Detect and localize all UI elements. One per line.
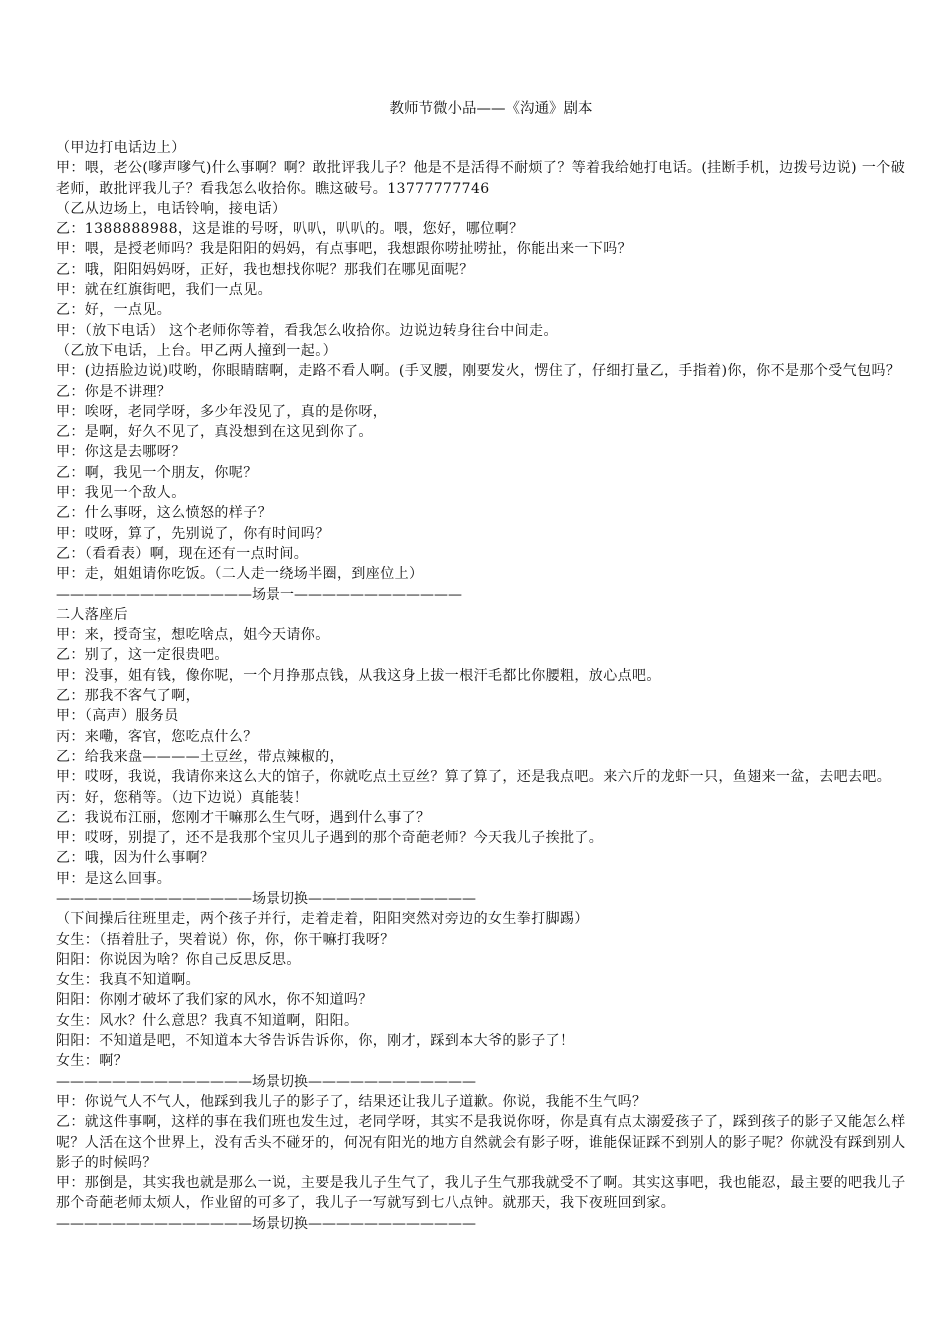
dialogue-line: 甲：走，姐姐请你吃饭。（二人走一绕场半圈，到座位上） <box>56 566 424 583</box>
stage-direction: （乙放下电话，上台。甲乙两人撞到一起。） <box>56 342 337 359</box>
dialogue-line: 女生：风水？什么意思？我真不知道啊，阳阳。 <box>56 1012 359 1029</box>
dialogue-line: 甲：（放下电话） 这个老师你等着，看我怎么收拾你。边说边转身往台中间走。 <box>56 322 558 339</box>
stage-direction: （甲边打电话边上） <box>56 140 186 156</box>
dialogue-line: 甲：哎呀，我说，我请你来这么大的馆子，你就吃点土豆丝？算了算了，还是我点吧。来六斤的龙虾一只，鱼翅来一盆，去吧去吧。 <box>56 769 892 786</box>
dialogue-line: 甲：就在红旗街吧，我们一点见。 <box>56 282 272 299</box>
dialogue-line: 乙：给我来盘————土豆丝，带点辣椒的， <box>56 748 344 765</box>
dialogue-line: 乙：啊，我见一个朋友，你呢？ <box>56 464 258 481</box>
dialogue-line: 乙：哦，阳阳妈妈呀，正好，我也想找你呢？那我们在哪见面呢？ <box>56 261 474 278</box>
scene-divider: ——————————————场景一———————————— <box>56 586 462 603</box>
dialogue-line: 甲：我见一个敌人。 <box>56 485 186 502</box>
dialogue-line: 甲：喂，是授老师吗？我是阳阳的妈妈，有点事吧，我想跟你唠扯唠扯，你能出来一下吗？ <box>56 241 632 258</box>
stage-direction: （乙从边场上，电话铃响，接电话） <box>56 200 287 217</box>
dialogue-line: 女生：我真不知道啊。 <box>56 972 200 989</box>
dialogue-line: 甲：那倒是，其实我也就是那么一说，主要是我儿子生气了，我儿子生气那我就受不了啊。其实这事吧，我也能忍，最主要的吧我儿子那个奇葩老师太烦人，作业留的可多了，我儿子一写就写到七八点钟。就那天，我下夜班回到家。 <box>56 1175 906 1212</box>
dialogue-line: 甲：来，授奇宝，想吃啥点，姐今天请你。 <box>56 627 330 644</box>
dialogue-line: 乙：别了，这一定很贵吧。 <box>56 647 229 664</box>
dialogue-line: 女生：啊？ <box>56 1053 128 1070</box>
dialogue-line: 甲：没事，姐有钱，像你呢，一个月挣那点钱，从我这身上拔一根汗毛都比你腰粗，放心点吧。 <box>56 667 661 684</box>
stage-direction: 二人落座后 <box>56 606 128 623</box>
dialogue-line: 乙：（看看表）啊，现在还有一点时间。 <box>56 545 309 562</box>
dialogue-line: 乙：你是不讲理？ <box>56 383 172 400</box>
dialogue-line: 阳阳：不知道是吧，不知道本大爷告诉告诉你，你，刚才，踩到本大爷的影子了！ <box>56 1033 575 1050</box>
dialogue-line: 阳阳：你刚才破坏了我们家的风水，你不知道吗？ <box>56 992 373 1009</box>
dialogue-line: 甲：哎呀，别提了，还不是我那个宝贝儿子遇到的那个奇葩老师？今天我儿子挨批了。 <box>56 830 604 847</box>
scene-divider: ——————————————场景切换———————————— <box>56 1215 476 1232</box>
dialogue-line: 乙：好，一点见。 <box>56 302 172 319</box>
script-body <box>56 138 906 1234</box>
document-title: 教师节微小品——《沟通》剧本 <box>389 101 593 117</box>
dialogue-line: 阳阳：你说因为啥？你自己反思反思。 <box>56 951 301 968</box>
dialogue-line: 丙：好，您稍等。（边下边说）真能装！ <box>56 789 309 806</box>
dialogue-line: 乙：哦，因为什么事啊？ <box>56 850 215 867</box>
dialogue-line: 甲：喂，老公(嗲声嗲气)什么事啊？啊？敢批评我儿子？他是不是活得不耐烦了？等着我给她打电话。(挂断手机，边拨号边说) 一个破老师，敢批评我儿子？看我怎么收拾你。瞧这破号。13777777746 <box>56 160 906 197</box>
dialogue-line: 甲：你这是去哪呀？ <box>56 444 186 461</box>
dialogue-line: 甲：唉呀，老同学呀，多少年没见了，真的是你呀， <box>56 403 388 420</box>
stage-direction: （下间操后往班里走，两个孩子并行，走着走着，阳阳突然对旁边的女生拳打脚踢） <box>56 911 589 928</box>
script-page <box>56 98 906 1234</box>
scene-divider: ——————————————场景切换———————————— <box>56 890 476 907</box>
scene-divider: ——————————————场景切换———————————— <box>56 1073 476 1090</box>
dialogue-line: 女生：（捂着肚子，哭着说）你，你，你干嘛打我呀？ <box>56 931 395 948</box>
dialogue-line: 乙：是啊，好久不见了，真没想到在这见到你了。 <box>56 424 373 441</box>
dialogue-line: 乙：那我不客气了啊， <box>56 688 200 705</box>
dialogue-line: 乙：什么事呀，这么愤怒的样子？ <box>56 505 272 522</box>
dialogue-line: 乙：就这件事啊，这样的事在我们班也发生过，老同学呀，其实不是我说你呀，你是真有点太溺爱孩子了，踩到孩子的影子又能怎么样呢？人活在这个世界上，没有舌头不碰牙的，何况有阳光的地方自然就会有影子呀，谁能保证踩不到别人的影子呢？你就没有踩到别人影子的时候吗？ <box>56 1114 906 1171</box>
dialogue-line: 甲：哎呀，算了，先别说了，你有时间吗？ <box>56 525 330 542</box>
dialogue-line: 甲：你说气人不气人，他踩到我儿子的影子了，结果还让我儿子道歉。你说，我能不生气吗？ <box>56 1093 647 1110</box>
dialogue-line: 乙：我说布江丽，您刚才干嘛那么生气呀，遇到什么事了？ <box>56 809 431 826</box>
dialogue-line: 乙：1388888988，这是谁的号呀，叭叭，叭叭的。喂，您好，哪位啊？ <box>56 221 524 238</box>
dialogue-line: 丙：来嘞，客官，您吃点什么？ <box>56 728 258 745</box>
dialogue-line: 甲：（高声）服务员 <box>56 708 179 725</box>
dialogue-line: 甲：(边捂脸边说)哎哟，你眼睛瞎啊，走路不看人啊。(手叉腰，刚要发火，愣住了，仔细打量乙，手指着)你，你不是那个受气包吗？ <box>56 363 901 380</box>
dialogue-line: 甲：是这么回事。 <box>56 870 172 887</box>
